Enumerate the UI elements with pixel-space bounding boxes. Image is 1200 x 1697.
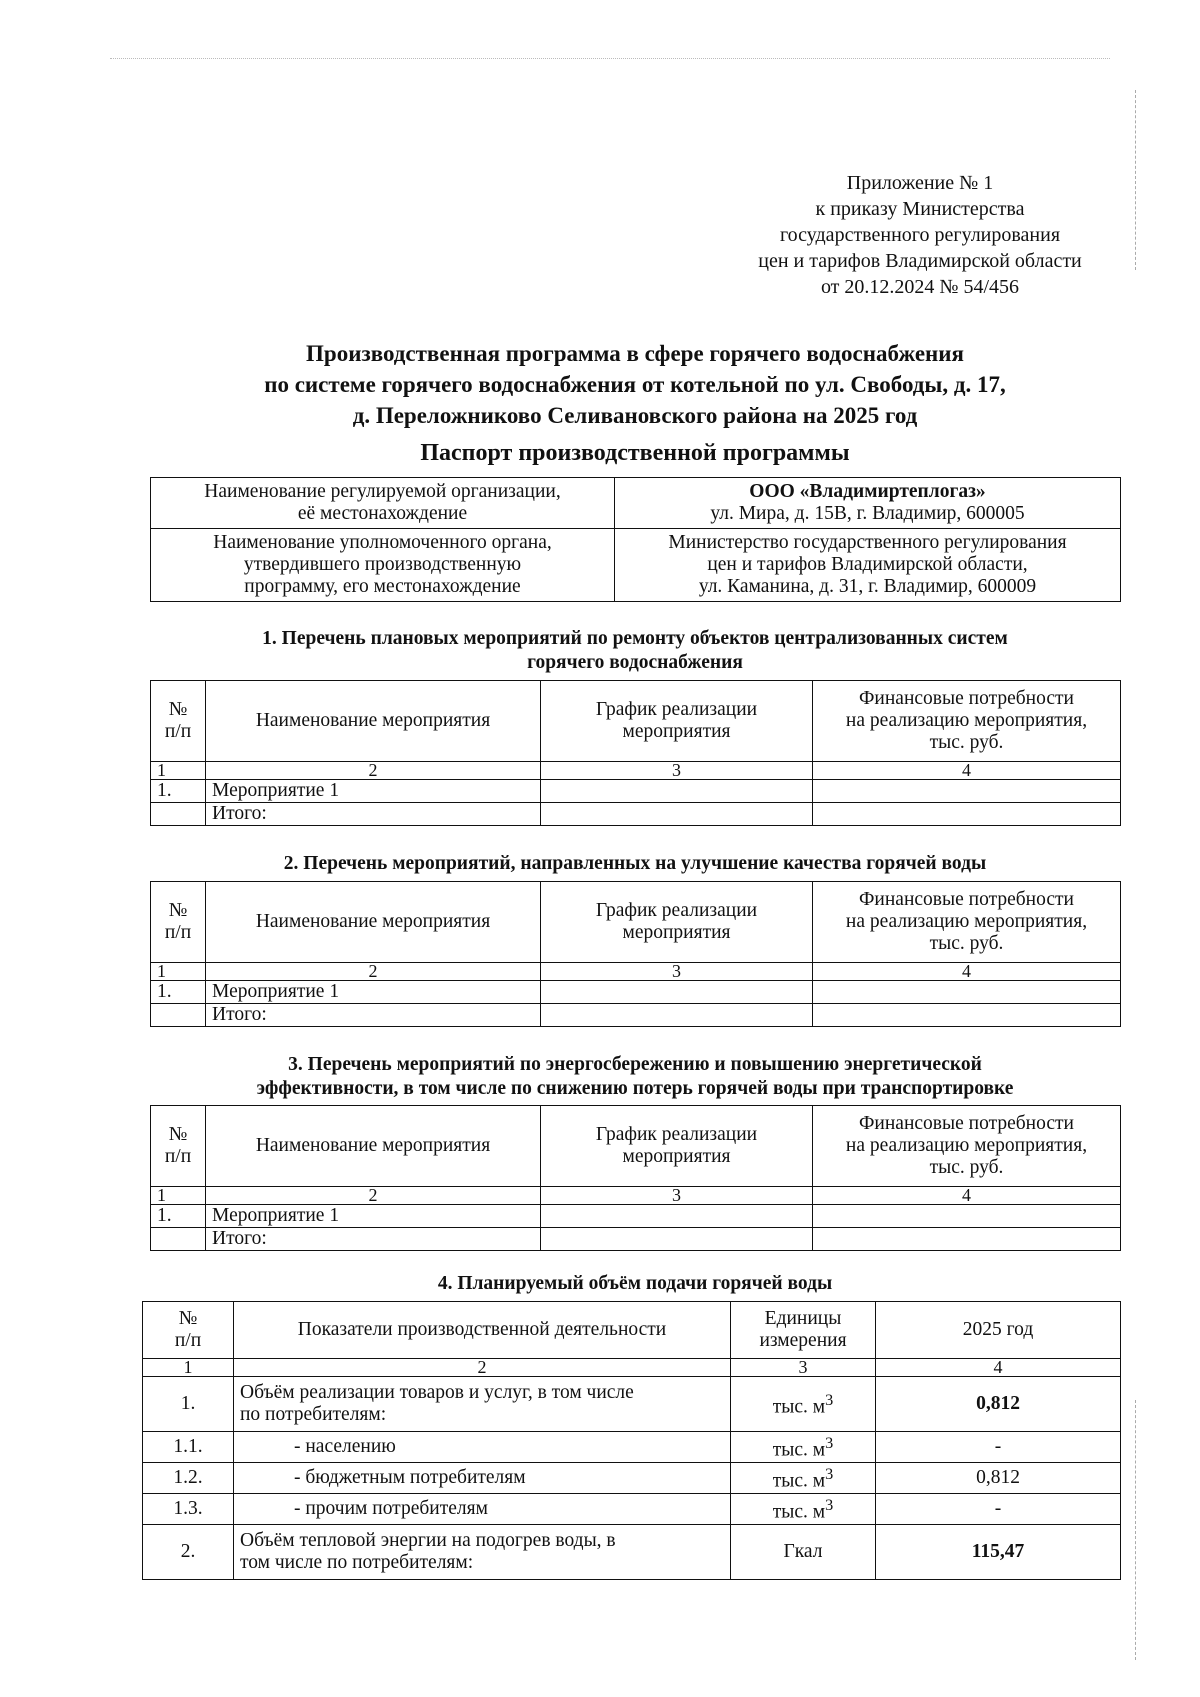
cell-line: Единицы (764, 1308, 842, 1329)
unit-cell (731, 1494, 876, 1525)
indicator-name (234, 1377, 731, 1432)
indicator-name: - населению (234, 1432, 731, 1463)
column-number: 2 (206, 963, 541, 981)
organization-name: ООО «Владимиртеплогаз» (749, 481, 986, 502)
indicator-value: - (876, 1494, 1121, 1525)
passport-value (615, 529, 1121, 602)
empty-cell (151, 1004, 206, 1027)
cell-line: п/п (164, 922, 192, 943)
cell-line: на реализацию мероприятия, (845, 911, 1088, 932)
row-number: 1.3. (143, 1494, 234, 1525)
title-line: д. Переложниково Селивановского района на 2025 год (352, 403, 918, 428)
indicator-value: 115,47 (876, 1525, 1121, 1580)
total-label: Итого: (206, 1004, 541, 1027)
column-number-row (151, 963, 1121, 981)
header-num (151, 1106, 206, 1187)
passport-title: Паспорт производственной программы (420, 440, 850, 466)
event-schedule (541, 981, 813, 1004)
column-number: 4 (813, 1187, 1121, 1205)
title-line: по системе горячего водоснабжения от котельной по ул. Свободы, д. 17, (264, 372, 1006, 397)
table-header-row (151, 681, 1121, 762)
column-number: 1 (151, 762, 206, 780)
cell-line: тыс. руб. (929, 933, 1004, 954)
cell-line: п/п (164, 721, 192, 742)
cell-line: измерения (759, 1330, 847, 1351)
unit-text: тыс. м (772, 1501, 826, 1523)
scan-edge-artifact (1135, 1400, 1138, 1660)
header-finance (813, 1106, 1121, 1187)
table-row (143, 1494, 1121, 1525)
unit-exponent: 3 (825, 1391, 834, 1410)
header-unit (731, 1302, 876, 1359)
title-line: 3. Перечень мероприятий по энергосбережению и повышению энергетической (288, 1054, 982, 1075)
table-row (151, 981, 1121, 1004)
event-finance (813, 981, 1121, 1004)
empty-cell (813, 803, 1121, 826)
cell-line: № (178, 1308, 198, 1329)
header-name: Наименование мероприятия (206, 681, 541, 762)
event-name: Мероприятие 1 (206, 1205, 541, 1228)
row-number: 1. (151, 1205, 206, 1228)
cell-line: Финансовые потребности (859, 889, 1074, 910)
cell-line: её местонахождение (297, 503, 468, 524)
cell-line: № (168, 699, 188, 720)
unit-text: тыс. м (772, 1396, 826, 1418)
row-number: 1.2. (143, 1463, 234, 1494)
header-finance (813, 882, 1121, 963)
header-schedule (541, 681, 813, 762)
header-num (143, 1302, 234, 1359)
section3-title (150, 1053, 1120, 1101)
unit-cell: Гкал (731, 1525, 876, 1580)
column-number: 4 (813, 762, 1121, 780)
column-number: 2 (206, 762, 541, 780)
header-schedule (541, 882, 813, 963)
cell-line: График реализации (595, 1124, 758, 1145)
column-number: 1 (151, 963, 206, 981)
event-schedule (541, 780, 813, 803)
unit-exponent: 3 (825, 1434, 834, 1453)
header-num (151, 882, 206, 963)
passport-label (151, 478, 615, 529)
total-row (151, 1228, 1121, 1251)
cell-line: Объём реализации товаров и услуг, в том числе (240, 1382, 634, 1403)
table-header-row (151, 1106, 1121, 1187)
header-indicator: Показатели производственной деятельности (234, 1302, 731, 1359)
cell-line: по потребителям: (240, 1404, 387, 1425)
header-schedule (541, 1106, 813, 1187)
passport-table (150, 477, 1121, 602)
total-label: Итого: (206, 803, 541, 826)
appendix-line: к приказу Министерства (815, 198, 1025, 220)
row-number: 2. (143, 1525, 234, 1580)
total-row (151, 803, 1121, 826)
cell-line: Наименование уполномоченного органа, (213, 532, 552, 553)
header-finance (813, 681, 1121, 762)
unit-cell (731, 1377, 876, 1432)
column-number: 3 (541, 963, 813, 981)
column-number: 1 (143, 1359, 234, 1377)
cell-line: утвердившего производственную (243, 554, 522, 575)
indicator-value: 0,812 (876, 1463, 1121, 1494)
row-number: 1. (151, 981, 206, 1004)
empty-cell (151, 803, 206, 826)
title-line: Производственная программа в сфере горячего водоснабжения (306, 341, 964, 366)
row-number: 1. (151, 780, 206, 803)
title-line: эффективности, в том числе по снижению потерь горячей воды при транспортировке (256, 1078, 1014, 1099)
cell-line: График реализации (595, 900, 758, 921)
unit-text: тыс. м (772, 1439, 826, 1461)
column-number: 3 (541, 1187, 813, 1205)
table-header-row (151, 882, 1121, 963)
indicator-value: 0,812 (876, 1377, 1121, 1432)
section1-title (150, 627, 1120, 675)
table-row (151, 1205, 1121, 1228)
cell-line: Наименование регулируемой организации, (204, 481, 561, 502)
header-name: Наименование мероприятия (206, 1106, 541, 1187)
header-name: Наименование мероприятия (206, 882, 541, 963)
header-year: 2025 год (876, 1302, 1121, 1359)
column-number-row (143, 1359, 1121, 1377)
section2-title: 2. Перечень мероприятий, направленных на улучшение качества горячей воды (283, 853, 987, 874)
column-number: 2 (206, 1187, 541, 1205)
column-number: 4 (813, 963, 1121, 981)
cell-line: № (168, 900, 188, 921)
cell-line: программу, его местонахождение (244, 576, 521, 597)
cell-line: № (168, 1124, 188, 1145)
cell-line: тыс. руб. (929, 1157, 1004, 1178)
cell-line: п/п (174, 1330, 202, 1351)
indicator-name: - бюджетным потребителям (234, 1463, 731, 1494)
indicator-name: - прочим потребителям (234, 1494, 731, 1525)
column-number-row (151, 762, 1121, 780)
table-row (151, 478, 1121, 529)
cell-line: Финансовые потребности (859, 1113, 1074, 1134)
cell-line: тыс. руб. (929, 732, 1004, 753)
empty-cell (813, 1004, 1121, 1027)
section1-table (150, 680, 1121, 826)
cell-line: п/п (164, 1146, 192, 1167)
cell-line: том числе по потребителям: (240, 1552, 474, 1573)
column-number: 3 (541, 762, 813, 780)
unit-cell (731, 1432, 876, 1463)
cell-line: Финансовые потребности (859, 688, 1074, 709)
event-name: Мероприятие 1 (206, 981, 541, 1004)
column-number: 4 (876, 1359, 1121, 1377)
passport-label (151, 529, 615, 602)
cell-line: на реализацию мероприятия, (845, 710, 1088, 731)
appendix-header (700, 170, 1140, 300)
header-num (151, 681, 206, 762)
table-row (143, 1377, 1121, 1432)
cell-line: мероприятия (622, 922, 731, 943)
cell-line: График реализации (595, 699, 758, 720)
column-number: 3 (731, 1359, 876, 1377)
title-line: горячего водоснабжения (527, 652, 743, 673)
title-line: 1. Перечень плановых мероприятий по ремонту объектов централизованных систем (262, 628, 1008, 649)
column-number: 1 (151, 1187, 206, 1205)
event-finance (813, 780, 1121, 803)
empty-cell (151, 1228, 206, 1251)
total-label: Итого: (206, 1228, 541, 1251)
passport-value (615, 478, 1121, 529)
unit-cell (731, 1463, 876, 1494)
event-schedule (541, 1205, 813, 1228)
cell-line: ул. Каманина, д. 31, г. Владимир, 600009 (698, 576, 1037, 597)
row-number: 1. (143, 1377, 234, 1432)
table-row (143, 1432, 1121, 1463)
event-name: Мероприятие 1 (206, 780, 541, 803)
appendix-line: от 20.12.2024 № 54/456 (820, 276, 1020, 298)
section2-table (150, 881, 1121, 1027)
section4-table (142, 1301, 1121, 1580)
table-row (143, 1525, 1121, 1580)
empty-cell (541, 803, 813, 826)
column-number: 2 (234, 1359, 731, 1377)
cell-line: мероприятия (622, 1146, 731, 1167)
indicator-value: - (876, 1432, 1121, 1463)
appendix-line: цен и тарифов Владимирской области (758, 250, 1082, 272)
table-row (151, 529, 1121, 602)
indicator-name (234, 1525, 731, 1580)
section4-title: 4. Планируемый объём подачи горячей воды (437, 1273, 833, 1294)
appendix-line: государственного регулирования (779, 224, 1061, 246)
cell-line: мероприятия (622, 721, 731, 742)
document-title (150, 338, 1120, 431)
unit-exponent: 3 (825, 1465, 834, 1484)
row-number: 1.1. (143, 1432, 234, 1463)
unit-exponent: 3 (825, 1496, 834, 1515)
cell-line: ул. Мира, д. 15В, г. Владимир, 600005 (710, 503, 1025, 524)
unit-text: тыс. м (772, 1470, 826, 1492)
cell-line: цен и тарифов Владимирской области, (707, 554, 1028, 575)
event-finance (813, 1205, 1121, 1228)
empty-cell (813, 1228, 1121, 1251)
table-row (151, 780, 1121, 803)
scan-artifact (110, 58, 1110, 61)
cell-line: на реализацию мероприятия, (845, 1135, 1088, 1156)
appendix-line: Приложение № 1 (846, 172, 994, 194)
cell-line: Объём тепловой энергии на подогрев воды, в (240, 1530, 616, 1551)
empty-cell (541, 1004, 813, 1027)
table-header-row (143, 1302, 1121, 1359)
column-number-row (151, 1187, 1121, 1205)
empty-cell (541, 1228, 813, 1251)
section3-table (150, 1105, 1121, 1251)
total-row (151, 1004, 1121, 1027)
cell-line: Министерство государственного регулирования (668, 532, 1067, 553)
table-row (143, 1463, 1121, 1494)
